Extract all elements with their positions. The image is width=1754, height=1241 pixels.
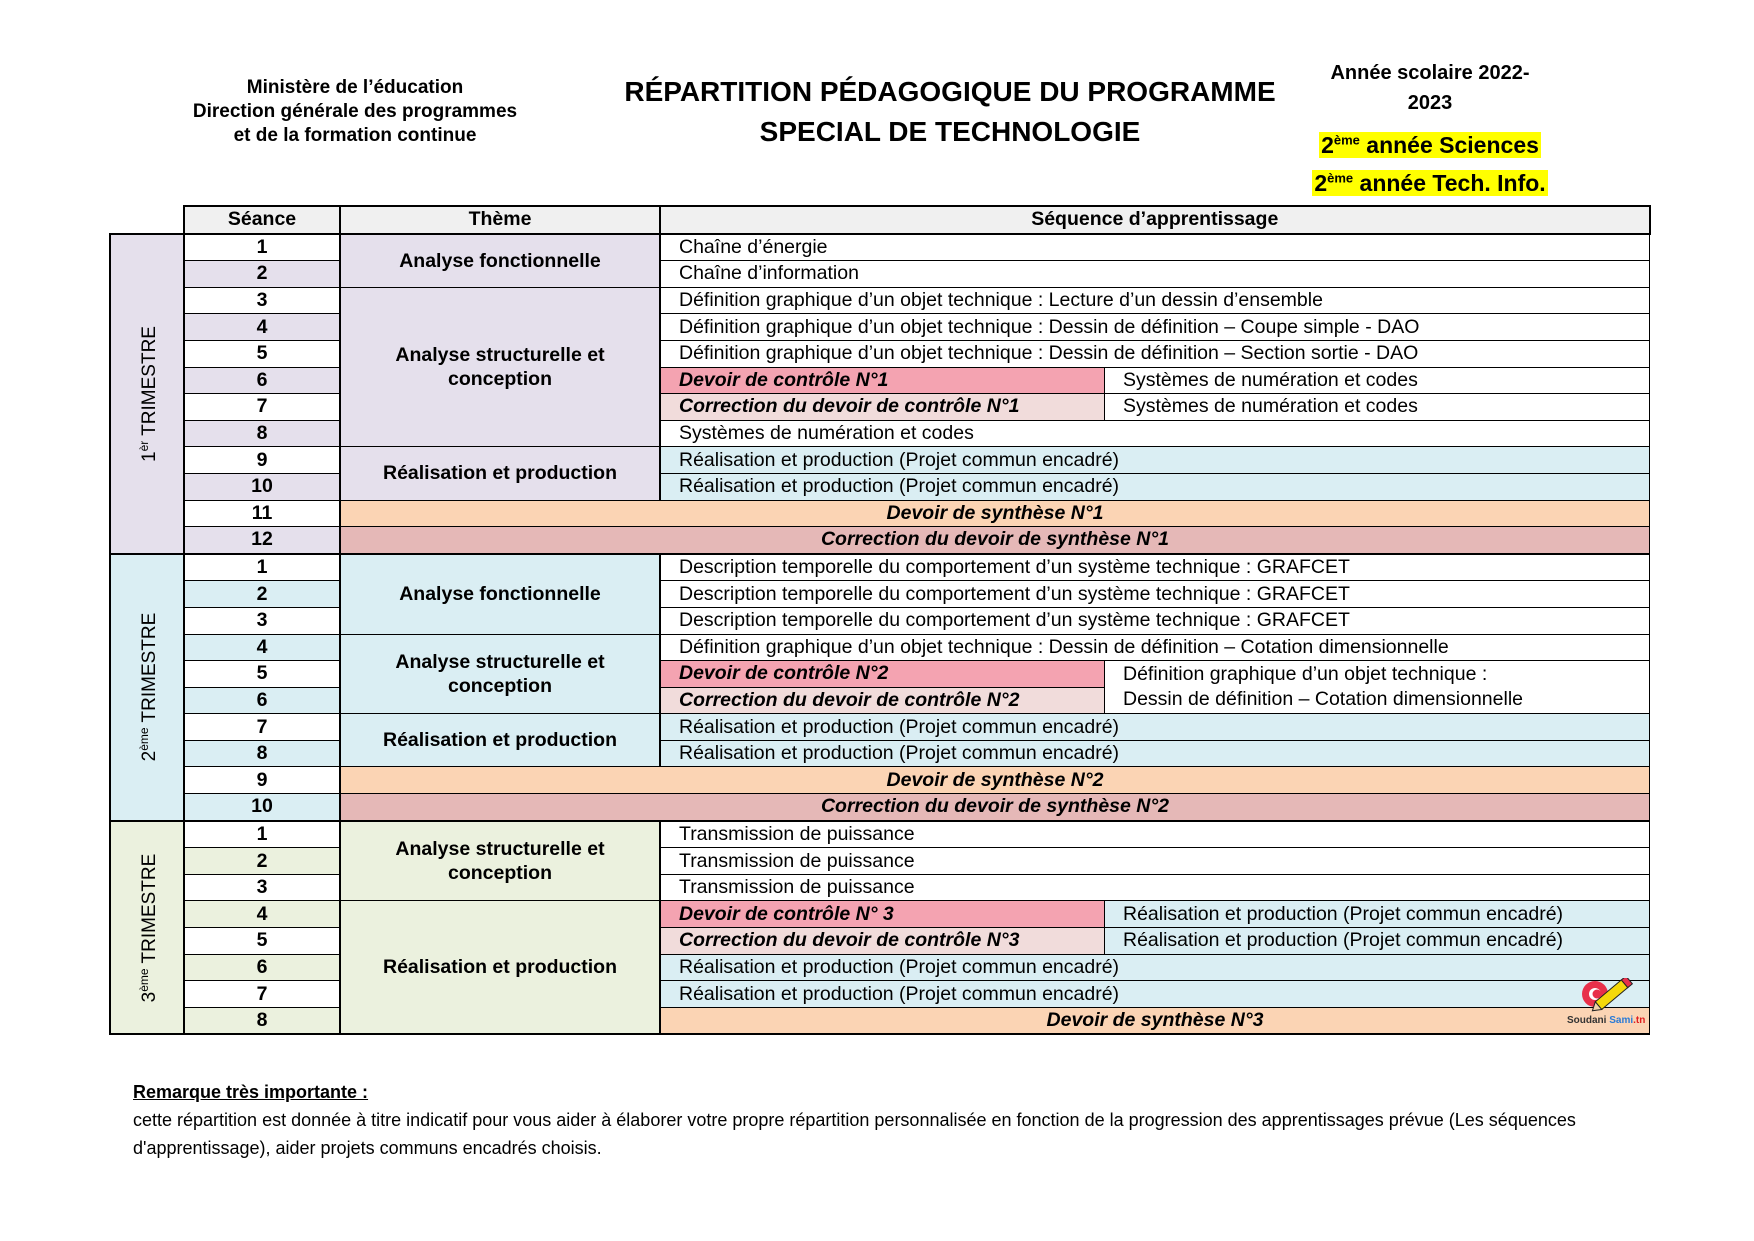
sequence-cell: Définition graphique d’un objet technique : Lecture d’un dessin d’ensemble [660,287,1650,314]
seance-cell: 3 [184,607,340,634]
tri-sup: ème [136,967,151,992]
tri-num: 3 [139,991,161,1002]
seance-cell: 2 [184,581,340,608]
devoir-synthese-cell: Devoir de synthèse N°3 [660,1007,1650,1034]
sequence-cell: Réalisation et production (Projet commun encadré) [660,981,1650,1008]
seance-cell: 6 [184,954,340,981]
remark-title: Remarque très importante : [133,1082,369,1102]
col-header-theme: Thème [340,206,660,234]
seance-cell: 5 [184,661,340,688]
title-line: SPECIAL DE TECHNOLOGIE [759,116,1141,147]
remark-body: cette répartition est donnée à titre indicatif pour vous aider à élaborer votre propre répartition personnalisée en fonction de la progression des apprentissages prévue (Les séquences d'apprentissage), aider projets communs encadrés choisis. [133,1110,1576,1158]
correction-synthese-cell: Correction du devoir de synthèse N°2 [340,794,1650,821]
devoir-controle-cell: Devoir de contrôle N°2 [660,661,1105,688]
tri-num: 1 [139,451,161,462]
sequence-cell: Description temporelle du comportement d’un système technique : GRAFCET [660,554,1650,581]
logo-text-c: .tn [1633,1015,1646,1026]
tri-num: 2 [139,750,161,762]
sequence-cell: Description temporelle du comportement d’un système technique : GRAFCET [660,581,1650,608]
devoir-controle-cell: Devoir de contrôle N°1 [660,367,1105,394]
theme-cell: Analyse structurelle et conception [340,634,660,714]
school-year [1310,58,1550,118]
theme-cell: Analyse fonctionnelle [340,234,660,288]
sequence-cell: Transmission de puissance [660,848,1650,875]
seance-cell: 1 [184,554,340,581]
sequence-line: Définition graphique d’un objet technique : [1123,663,1488,686]
seance-cell: 2 [184,261,340,288]
devoir-synthese-cell: Devoir de synthèse N°2 [340,767,1650,794]
tri-sup: èr [136,440,151,452]
seance-cell: 8 [184,1007,340,1034]
seance-cell: 5 [184,928,340,955]
trimester-2-label [110,554,184,821]
seance-cell: 4 [184,901,340,928]
sequence-cell: Réalisation et production (Projet commun encadré) [660,447,1650,474]
theme-cell: Réalisation et production [340,714,660,767]
sequence-cell: Définition graphique d’un objet technique : Dessin de définition – Coupe simple - DAO [660,314,1650,341]
seance-cell: 8 [184,420,340,447]
sequence-cell: Chaîne d’énergie [660,234,1650,261]
remark-block [133,1078,1673,1162]
tri-label: TRIMESTRE [139,612,161,728]
ministry-line: et de la formation continue [233,125,477,146]
theme-cell: Analyse structurelle et conception [340,821,660,901]
level-num: 2 [1314,170,1328,197]
level-text: année Sciences [1359,131,1539,158]
year-level-block [1310,58,1550,195]
sequence-cell: Systèmes de numération et codes [660,420,1650,447]
theme-cell: Analyse fonctionnelle [340,554,660,634]
correction-controle-cell: Correction du devoir de contrôle N°3 [660,928,1105,955]
seance-cell: 7 [184,394,340,421]
theme-cell: Réalisation et production [340,447,660,500]
sequence-cell: Réalisation et production (Projet commun encadré) [1105,928,1650,955]
seance-cell: 7 [184,714,340,741]
sequence-cell: Réalisation et production (Projet commun encadré) [660,714,1650,741]
seance-cell: 10 [184,794,340,821]
correction-controle-cell: Correction du devoir de contrôle N°1 [660,394,1105,421]
schedule-table [109,205,1651,1035]
level-text: année Tech. Info. [1353,170,1546,197]
level-num: 2 [1321,131,1334,158]
sequence-cell: Description temporelle du comportement d’un système technique : GRAFCET [660,607,1650,634]
sequence-cell: Réalisation et production (Projet commun encadré) [660,954,1650,981]
title-line: RÉPARTITION PÉDAGOGIQUE DU PROGRAMME [624,76,1276,107]
correction-controle-cell: Correction du devoir de contrôle N°2 [660,687,1105,714]
sequence-cell: Réalisation et production (Projet commun encadré) [660,473,1650,500]
trimester-1-label [110,234,184,554]
seance-cell: 6 [184,687,340,714]
seance-cell: 4 [184,314,340,341]
level-sup: ème [1327,170,1354,186]
ministry-line: Direction générale des programmes [192,101,518,122]
seance-cell: 1 [184,821,340,848]
pencil-flag-icon [1565,978,1665,1014]
seance-cell: 2 [184,848,340,875]
sequence-cell: Réalisation et production (Projet commun encadré) [1105,901,1650,928]
sequence-cell: Systèmes de numération et codes [1105,394,1650,421]
trimester-3-label [110,821,184,1035]
watermark-logo [1565,978,1665,1028]
sequence-cell: Définition graphique d’un objet technique : Dessin de définition – Section sortie - DAO [660,340,1650,367]
page-title [600,72,1300,152]
devoir-synthese-cell: Devoir de synthèse N°1 [340,500,1650,527]
seance-cell: 5 [184,340,340,367]
theme-cell: Analyse structurelle et conception [340,287,660,447]
seance-cell: 10 [184,473,340,500]
ministry-line: Ministère de l’éducation [246,77,464,98]
devoir-controle-cell: Devoir de contrôle N° 3 [660,901,1105,928]
seance-cell: 9 [184,447,340,474]
sequence-cell: Transmission de puissance [660,821,1650,848]
sequence-cell: Définition graphique d’un objet technique : Dessin de définition – Cotation dimensionnelle [660,634,1650,661]
logo-text-a: Soudani [1567,1015,1610,1026]
seance-cell: 11 [184,500,340,527]
logo-text-b: Sami [1609,1015,1634,1026]
seance-cell: 3 [184,874,340,901]
tri-label: TRIMESTRE [139,325,161,441]
seance-cell: 9 [184,767,340,794]
school-year-label: Année scolaire [1330,62,1473,84]
logo-text [1567,1015,1645,1026]
school-year-value: 2022-2023 [1407,62,1530,114]
col-header-seance: Séance [184,206,340,234]
sequence-cell [1105,661,1650,714]
col-header-sequence: Séquence d’apprentissage [660,206,1650,234]
ministry-block [150,76,560,148]
sequence-cell: Transmission de puissance [660,874,1650,901]
sequence-cell: Chaîne d’information [660,261,1650,288]
seance-cell: 3 [184,287,340,314]
seance-cell: 4 [184,634,340,661]
seance-cell: 8 [184,740,340,767]
sequence-cell: Systèmes de numération et codes [1105,367,1650,394]
seance-cell: 7 [184,981,340,1008]
correction-synthese-cell: Correction du devoir de synthèse N°1 [340,527,1650,554]
seance-cell: 12 [184,527,340,554]
sequence-cell: Réalisation et production (Projet commun encadré) [660,740,1650,767]
theme-cell: Réalisation et production [340,901,660,1034]
tri-sup: ème [136,727,151,751]
tri-label: TRIMESTRE [139,853,161,968]
seance-cell: 6 [184,367,340,394]
level-2 [1310,167,1550,196]
level-sup: ème [1333,132,1360,147]
level-1 [1310,128,1550,157]
seance-cell: 1 [184,234,340,261]
sequence-line: Dessin de définition – Cotation dimensionnelle [1123,688,1523,711]
